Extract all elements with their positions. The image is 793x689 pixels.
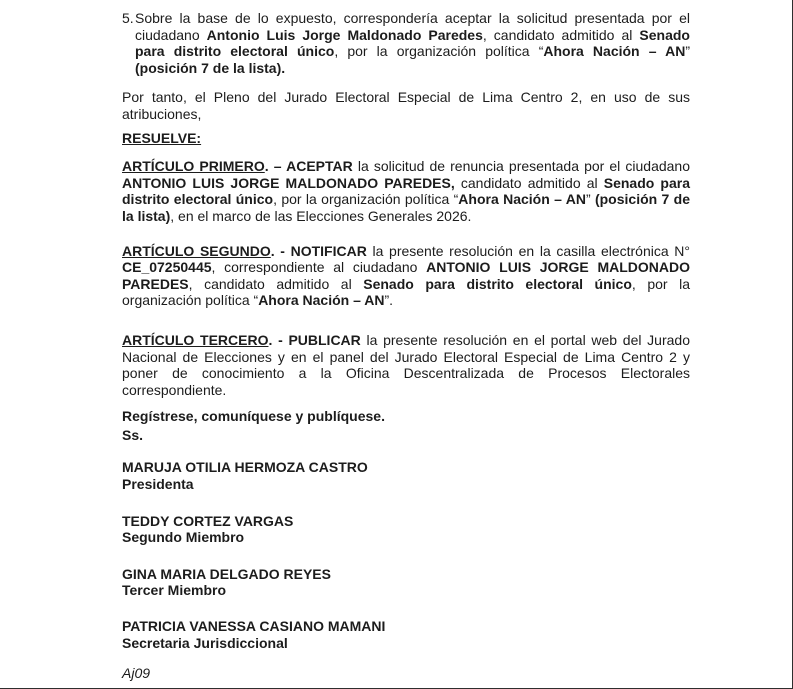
article-action: . - NOTIFICAR xyxy=(270,242,373,259)
political-organization: Ahora Nación – AN xyxy=(458,191,586,208)
text-run: Regístrese, comuníquese y publíquese. xyxy=(122,408,385,425)
text-run: ” xyxy=(585,191,595,208)
paragraph-item-5 xyxy=(122,10,690,76)
text-run: Sobre la base de lo expuesto, correspondería aceptar la solicitud presentada por el ciudadano xyxy=(135,10,690,43)
candidate-name: Antonio Luis Jorge Maldonado Paredes xyxy=(206,26,483,43)
candidate-name: ANTONIO LUIS JORGE MALDONADO PAREDES xyxy=(122,259,690,292)
text-run: , candidato admitido al xyxy=(188,275,364,292)
document-blocks xyxy=(122,10,690,682)
signer-name: PATRICIA VANESSA CASIANO MAMANI xyxy=(122,618,386,635)
signer-role: Presidenta xyxy=(122,476,194,493)
text-run: , por la organización política “ xyxy=(273,191,459,208)
heading-resuelve xyxy=(122,130,690,147)
signature-block-tercer-miembro xyxy=(122,566,690,599)
signer-role: Tercer Miembro xyxy=(122,582,226,599)
casilla-electronica-number: CE_07250445 xyxy=(122,259,212,276)
article-action: . – ACEPTAR xyxy=(264,158,358,175)
political-organization: Ahora Nación – AN xyxy=(258,292,385,309)
text-run: ”. xyxy=(384,292,394,309)
text-run: la presente resolución en la casilla electrónica N° xyxy=(372,242,690,259)
text-run: la solicitud de renuncia presentada por el ciudadano xyxy=(357,158,690,175)
article-action: . - PUBLICAR xyxy=(268,331,367,348)
signer-role: Secretaria Jurisdiccional xyxy=(122,634,288,651)
list-position: (posición 7 de la lista). xyxy=(135,59,286,76)
paragraph-articulo-primero xyxy=(122,158,690,224)
candidacy-type: Senado para distrito electoral único xyxy=(122,174,691,208)
text-run: , correspondiente al ciudadano xyxy=(211,259,427,276)
text-run: , candidato admitido al xyxy=(482,26,640,43)
article-label: ARTÍCULO SEGUNDO xyxy=(122,242,271,259)
clerk-initials: Aj09 xyxy=(122,665,151,682)
signature-block-presidenta xyxy=(122,459,690,492)
political-organization: Ahora Nación – AN xyxy=(543,43,686,60)
signer-name: GINA MARIA DELGADO REYES xyxy=(122,565,331,582)
article-label: ARTÍCULO PRIMERO xyxy=(122,158,265,175)
text-run: , por la organización política “ xyxy=(334,43,544,60)
text-run: candidato admitido al xyxy=(454,174,604,191)
signer-name: TEDDY CORTEZ VARGAS xyxy=(122,512,294,529)
signature-block-segundo-miembro xyxy=(122,513,690,546)
list-position: (posición 7 de la lista) xyxy=(122,191,691,224)
note-aj09 xyxy=(122,665,690,682)
line-registrese xyxy=(122,408,690,425)
candidacy-type: Senado para distrito electoral único xyxy=(135,26,690,60)
paragraph-articulo-tercero xyxy=(122,332,690,398)
signature-block-secretaria-jurisdiccional xyxy=(122,618,690,651)
text-run: Por tanto, el Pleno del Jurado Electoral Especial de Lima Centro 2, en uso de sus atribuciones, xyxy=(122,89,690,122)
candidate-name: ANTONIO LUIS JORGE MALDONADO PAREDES, xyxy=(122,174,455,191)
list-number: 5. xyxy=(122,10,134,26)
article-label: ARTÍCULO TERCERO xyxy=(122,331,269,348)
line-ss xyxy=(122,427,690,444)
paragraph-articulo-segundo xyxy=(122,243,690,309)
text-run: ” xyxy=(685,43,691,60)
paragraph-por-tanto xyxy=(122,89,690,122)
text-run: , en el marco de las Elecciones Generales 2026. xyxy=(170,207,472,224)
text-run: la presente resolución en el portal web del Jurado Nacional de Elecciones y en el panel del Jurado Electoral Especial de Lima Centro 2 y poner de conocimiento a la Oficina Descentralizada de Procesos Electorales correspondiente. xyxy=(122,331,690,398)
text-run: Ss. xyxy=(122,426,144,443)
candidacy-type: Senado para distrito electoral único xyxy=(363,275,632,292)
signer-name: MARUJA OTILIA HERMOZA CASTRO xyxy=(122,459,368,476)
text-run: , por la organización política “ xyxy=(122,275,690,309)
resuelve-label: RESUELVE: xyxy=(122,129,202,146)
signer-role: Segundo Miembro xyxy=(122,529,245,546)
